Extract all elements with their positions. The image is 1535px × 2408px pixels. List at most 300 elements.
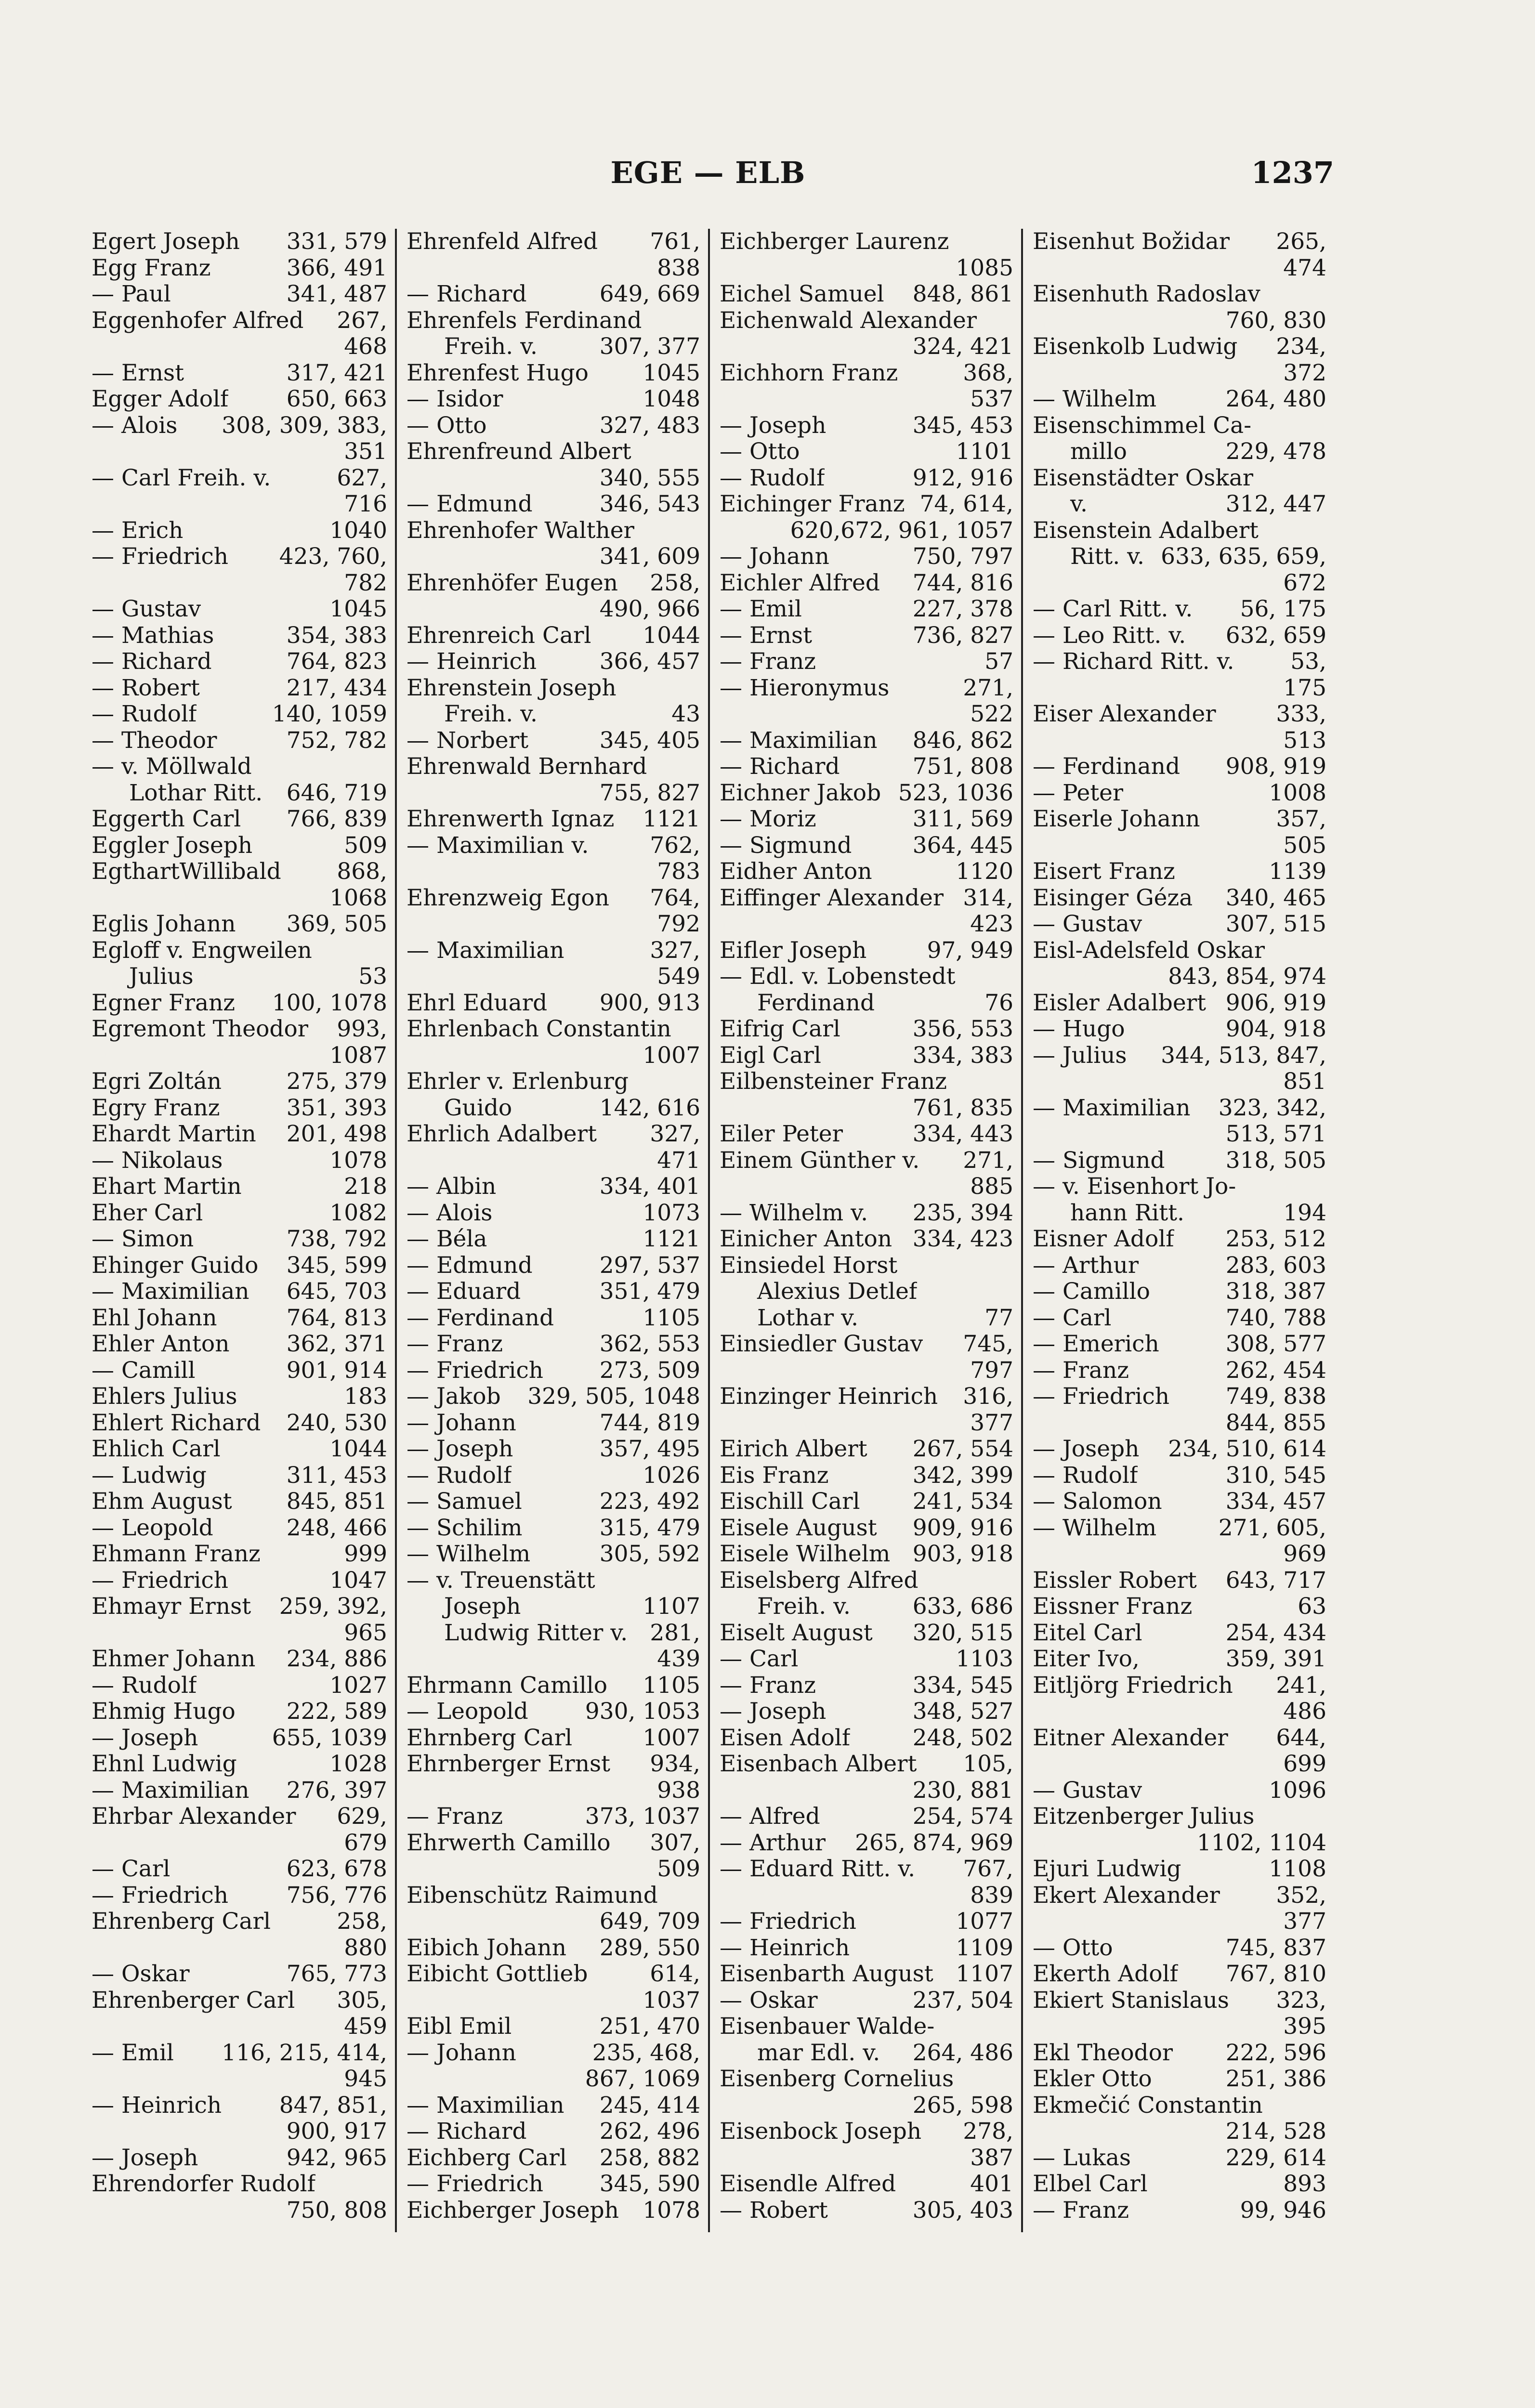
directory-entry xyxy=(1033,1279,1326,1305)
directory-entry xyxy=(92,2171,387,2198)
entry-continuation xyxy=(1033,1699,1326,1725)
entry-name: — Friedrich xyxy=(1033,1384,1170,1410)
entry-name: — Joseph xyxy=(720,1699,827,1725)
entry-page-refs: 750, 797 xyxy=(912,544,1013,570)
entry-page-refs: 345, 599 xyxy=(286,1252,387,1279)
entry-name: — Jakob xyxy=(407,1384,501,1410)
entry-name: — v. Eisenhort Jo- xyxy=(1033,1174,1236,1200)
directory-entry xyxy=(407,1095,700,1122)
directory-entry xyxy=(720,964,1013,990)
directory-entry xyxy=(1033,1515,1326,1542)
entry-page-refs: 761, 835 xyxy=(912,1095,1013,1121)
directory-entry xyxy=(92,1069,387,1095)
entry-name: — Ernst xyxy=(92,360,184,386)
entry-page-refs: 672 xyxy=(1283,570,1326,596)
entry-page-refs: 348, 527 xyxy=(912,1699,1013,1725)
entry-page-refs: 235, 468, xyxy=(592,2040,700,2066)
entry-page-refs: 423 xyxy=(970,911,1013,937)
directory-entry xyxy=(92,964,387,990)
entry-name: Ehmer Johann xyxy=(92,1646,256,1672)
directory-entry xyxy=(92,701,387,728)
directory-entry xyxy=(407,2171,700,2198)
directory-entry xyxy=(407,570,700,597)
directory-entry xyxy=(407,334,700,360)
directory-entry xyxy=(407,1121,700,1148)
entry-page-refs: 744, 816 xyxy=(912,570,1013,596)
entry-page-refs: 1047 xyxy=(329,1567,387,1594)
directory-entry xyxy=(92,413,387,439)
entry-page-refs: 308, 309, 383, xyxy=(222,412,387,439)
entry-name: — Paul xyxy=(92,281,171,307)
entry-name: Eisert Franz xyxy=(1033,859,1175,885)
entry-page-refs: 357, xyxy=(1276,806,1326,832)
column-4 xyxy=(1021,229,1334,2232)
directory-entry xyxy=(1033,1016,1326,1043)
directory-entry xyxy=(720,938,1013,964)
entry-page-refs: 749, 838 xyxy=(1225,1384,1326,1410)
entry-name: — Carl xyxy=(720,1646,799,1672)
entry-name: Lothar Ritt. xyxy=(129,780,263,806)
directory-entry xyxy=(92,465,387,492)
entry-page-refs: 1121 xyxy=(643,1226,700,1252)
entry-name: — Arthur xyxy=(1033,1252,1139,1279)
entry-name: Ehrwerth Camillo xyxy=(407,1830,611,1856)
entry-continuation xyxy=(92,1620,387,1647)
entry-name: Ekert Alexander xyxy=(1033,1882,1220,1909)
directory-entry xyxy=(720,1226,1013,1253)
entry-page-refs: 643, 717 xyxy=(1225,1567,1326,1594)
entry-page-refs xyxy=(1323,465,1326,492)
entry-page-refs: 372 xyxy=(1283,360,1326,386)
entry-name: — Eduard xyxy=(407,1279,521,1305)
entry-page-refs: 745, 837 xyxy=(1225,1935,1326,1961)
entry-page-refs: 1121 xyxy=(643,806,700,832)
entry-page-refs: 364, 445 xyxy=(912,832,1013,859)
entry-page-refs: 1027 xyxy=(329,1672,387,1699)
entry-name: — Samuel xyxy=(407,1489,522,1515)
directory-entry xyxy=(407,885,700,912)
entry-page-refs: 56, 175 xyxy=(1240,596,1326,622)
directory-entry xyxy=(407,1253,700,1279)
directory-entry xyxy=(720,833,1013,859)
entry-name: Eichinger Franz xyxy=(720,491,905,517)
directory-entry xyxy=(407,1410,700,1437)
directory-entry xyxy=(1033,544,1326,570)
entry-name: Ehrenfels Ferdinand xyxy=(407,307,642,334)
entry-name: Ehrler v. Erlenburg xyxy=(407,1069,629,1095)
directory-entry xyxy=(407,701,700,728)
entry-name: Egloff v. Engweilen xyxy=(92,937,312,964)
entry-name: Ehrmann Camillo xyxy=(407,1672,608,1699)
entry-name: Eiselt August xyxy=(720,1620,873,1646)
directory-entry xyxy=(720,1541,1013,1568)
entry-name: Eisenstein Adalbert xyxy=(1033,517,1259,544)
directory-entry xyxy=(1033,754,1326,780)
directory-entry xyxy=(720,229,1013,255)
entry-page-refs xyxy=(1010,1568,1013,1594)
entry-name: Eigl Carl xyxy=(720,1042,821,1069)
column-1 xyxy=(82,229,395,2232)
directory-entry xyxy=(1033,1725,1326,1752)
directory-entry xyxy=(92,1673,387,1699)
directory-entry xyxy=(1033,2093,1326,2119)
entry-name: — Gustav xyxy=(92,596,201,622)
entry-page-refs: 395 xyxy=(1283,2014,1326,2040)
entry-page-refs: 334, 545 xyxy=(912,1672,1013,1699)
entry-name: Ehrenwald Bernhard xyxy=(407,754,647,780)
entry-name: Eibich Johann xyxy=(407,1935,566,1961)
entry-name: Ehrenberg Carl xyxy=(92,1909,271,1935)
entry-name: — Oskar xyxy=(720,1987,818,2014)
entry-page-refs: 471 xyxy=(657,1147,700,1174)
entry-name: — Franz xyxy=(720,649,816,675)
directory-entry xyxy=(720,596,1013,623)
entry-page-refs: 629, xyxy=(337,1804,387,1830)
entry-name: Egert Joseph xyxy=(92,229,240,255)
entry-page-refs xyxy=(1323,1174,1326,1200)
entry-page-refs: 523, 1036 xyxy=(898,780,1013,806)
directory-entry xyxy=(407,1620,700,1647)
directory-entry xyxy=(407,281,700,308)
entry-name: v. xyxy=(1070,491,1088,517)
directory-entry xyxy=(407,990,700,1017)
entry-name: Lothar v. xyxy=(757,1305,859,1331)
entry-continuation xyxy=(407,1778,700,1804)
directory-entry xyxy=(407,1541,700,1568)
entry-page-refs: 329, 505, 1048 xyxy=(527,1384,700,1410)
directory-entry xyxy=(407,439,700,465)
entry-page-refs: 305, 403 xyxy=(912,2197,1013,2224)
entry-name: Eisen Adolf xyxy=(720,1725,851,1751)
directory-entry xyxy=(1033,1489,1326,1515)
entry-name: — Erich xyxy=(92,517,184,544)
entry-page-refs: 401 xyxy=(970,2171,1013,2197)
entry-page-refs: 327, xyxy=(650,1121,700,1147)
directory-entry xyxy=(1033,281,1326,308)
entry-name: — Isidor xyxy=(407,386,503,412)
entry-name: Freih. v. xyxy=(444,701,538,727)
entry-continuation xyxy=(720,911,1013,938)
entry-name: Eglis Johann xyxy=(92,911,236,937)
directory-entry xyxy=(407,308,700,334)
entry-name: — Hugo xyxy=(1033,1016,1125,1042)
directory-entry xyxy=(407,413,700,439)
entry-name: hann Ritt. xyxy=(1070,1200,1184,1226)
entry-continuation xyxy=(407,465,700,492)
entry-name: — Johann xyxy=(407,1410,516,1436)
page-number: 1237 xyxy=(1251,155,1334,190)
entry-name: Ehrenfreund Albert xyxy=(407,439,631,465)
directory-entry xyxy=(1033,334,1326,360)
entry-continuation xyxy=(1033,1121,1326,1148)
entry-page-refs: 845, 851 xyxy=(286,1489,387,1515)
entry-name: Ekler Otto xyxy=(1033,2066,1152,2092)
directory-entry xyxy=(1033,2198,1326,2224)
entry-page-refs: 345, 405 xyxy=(599,727,700,754)
entry-name: — Nikolaus xyxy=(92,1147,223,1174)
entry-name: — Ludwig xyxy=(92,1462,207,1489)
entry-page-refs: 77 xyxy=(984,1305,1013,1331)
entry-name: Egger Adolf xyxy=(92,386,229,412)
entry-name: Ehart Martin xyxy=(92,1174,242,1200)
entry-name: Eilbensteiner Franz xyxy=(720,1069,947,1095)
directory-entry xyxy=(1033,649,1326,675)
entry-page-refs: 999 xyxy=(344,1541,387,1567)
entry-page-refs: 1120 xyxy=(956,859,1013,885)
directory-entry xyxy=(720,1646,1013,1673)
entry-page-refs: 468 xyxy=(344,334,387,360)
entry-page-refs: 320, 515 xyxy=(912,1620,1013,1646)
directory-entry xyxy=(720,2171,1013,2198)
entry-name: — Camillo xyxy=(1033,1279,1150,1305)
entry-page-refs: 744, 819 xyxy=(599,1410,700,1436)
directory-entry xyxy=(407,229,700,255)
directory-entry xyxy=(720,1568,1013,1594)
directory-entry xyxy=(92,1148,387,1174)
entry-page-refs: 258, xyxy=(650,570,700,596)
entry-name: Ehrlenbach Constantin xyxy=(407,1016,671,1042)
entry-continuation xyxy=(407,911,700,938)
entry-page-refs: 340, 555 xyxy=(599,465,700,491)
entry-page-refs: 251, 386 xyxy=(1225,2066,1326,2092)
directory-entry xyxy=(720,1463,1013,1489)
entry-page-refs: 942, 965 xyxy=(286,2145,387,2171)
entry-page-refs: 100, 1078 xyxy=(272,990,387,1016)
entry-page-refs: 253, 512 xyxy=(1225,1226,1326,1252)
entry-page-refs xyxy=(383,754,387,780)
entry-name: Eggenhofer Alfred xyxy=(92,307,304,334)
entry-name: Eibl Emil xyxy=(407,2014,512,2040)
entry-continuation xyxy=(1033,308,1326,334)
entry-continuation xyxy=(92,1935,387,1962)
entry-page-refs: 762, xyxy=(650,832,700,859)
directory-entry xyxy=(92,1463,387,1489)
entry-page-refs: 289, 550 xyxy=(599,1935,700,1961)
entry-name: Ehrlich Adalbert xyxy=(407,1121,597,1147)
entry-page-refs: 356, 553 xyxy=(912,1016,1013,1042)
directory-entry xyxy=(407,1804,700,1830)
entry-name: Eisenhut Božidar xyxy=(1033,229,1230,255)
entry-page-refs: 254, 574 xyxy=(912,1804,1013,1830)
entry-name: — Maximilian xyxy=(92,1777,249,1804)
directory-entry xyxy=(720,1279,1013,1305)
directory-entry xyxy=(720,360,1013,387)
entry-page-refs: 222, 596 xyxy=(1225,2040,1326,2066)
entry-name: Eiselsberg Alfred xyxy=(720,1567,918,1594)
entry-continuation xyxy=(92,2198,387,2224)
entry-page-refs: 848, 861 xyxy=(912,281,1013,307)
directory-entry xyxy=(1033,780,1326,807)
directory-entry xyxy=(1033,1148,1326,1174)
entry-page-refs: 764, 813 xyxy=(286,1305,387,1331)
entry-page-refs: 934, xyxy=(650,1751,700,1777)
entry-page-refs: 345, 590 xyxy=(599,2171,700,2197)
entry-page-refs: 1077 xyxy=(956,1909,1013,1935)
entry-name: — Friedrich xyxy=(92,1882,229,1909)
entry-name: Eggerth Carl xyxy=(92,806,241,832)
entry-name: — Friedrich xyxy=(407,2171,544,2197)
entry-page-refs xyxy=(1010,308,1013,334)
entry-name: Ehmig Hugo xyxy=(92,1699,236,1725)
directory-entry xyxy=(407,1751,700,1778)
entry-page-refs: 214, 528 xyxy=(1225,2119,1326,2145)
entry-page-refs: 938 xyxy=(657,1777,700,1804)
entry-page-refs: 847, 851, xyxy=(279,2092,387,2119)
directory-entry xyxy=(720,308,1013,334)
entry-page-refs: 278, xyxy=(963,2119,1013,2145)
entry-name: — Otto xyxy=(1033,1935,1113,1961)
directory-entry xyxy=(407,1279,700,1305)
entry-page-refs: 1105 xyxy=(643,1305,700,1331)
directory-entry xyxy=(407,1673,700,1699)
directory-entry xyxy=(407,2093,700,2119)
entry-continuation xyxy=(1033,1830,1326,1857)
directory-entry xyxy=(407,1331,700,1358)
directory-entry xyxy=(92,518,387,544)
entry-name: — Heinrich xyxy=(720,1935,850,1961)
entry-page-refs: 745, xyxy=(963,1331,1013,1357)
entry-page-refs: 614, xyxy=(650,1961,700,1987)
entry-continuation xyxy=(720,518,1013,544)
entry-name: Egg Franz xyxy=(92,255,211,281)
directory-entry xyxy=(720,1673,1013,1699)
entry-page-refs xyxy=(1010,1253,1013,1279)
entry-page-refs: 783 xyxy=(657,859,700,885)
entry-page-refs: 764, 823 xyxy=(286,649,387,675)
entry-page-refs: 307, 515 xyxy=(1225,911,1326,937)
entry-continuation xyxy=(407,1909,700,1935)
entry-name: Ehrenfest Hugo xyxy=(407,360,589,386)
directory-entry xyxy=(92,1988,387,2014)
entry-page-refs: 1037 xyxy=(643,1987,700,2014)
directory-entry xyxy=(92,1358,387,1384)
entry-continuation xyxy=(720,1358,1013,1384)
directory-entry xyxy=(92,911,387,938)
directory-entry xyxy=(1033,1095,1326,1122)
entry-page-refs xyxy=(696,1568,700,1594)
entry-name: Ehlich Carl xyxy=(92,1436,221,1462)
entry-page-refs: 509 xyxy=(657,1856,700,1882)
directory-entry xyxy=(407,1016,700,1043)
entry-name: — Theodor xyxy=(92,727,217,754)
entry-name: — Robert xyxy=(720,2197,828,2224)
entry-name: — Schilim xyxy=(407,1515,523,1541)
entry-name: — Eduard Ritt. v. xyxy=(720,1856,916,1882)
entry-name: Freih. v. xyxy=(757,1594,851,1620)
entry-page-refs: 201, 498 xyxy=(286,1121,387,1147)
entry-page-refs: 505 xyxy=(1283,832,1326,859)
directory-entry xyxy=(92,938,387,964)
directory-entry xyxy=(92,1883,387,1909)
entry-name: Eggler Joseph xyxy=(92,832,253,859)
entry-name: Eisenstädter Oskar xyxy=(1033,465,1254,491)
entry-page-refs: 649, 709 xyxy=(599,1909,700,1935)
entry-page-refs: 140, 1059 xyxy=(272,701,387,727)
entry-name: — Wilhelm xyxy=(1033,386,1157,412)
entry-continuation xyxy=(407,859,700,885)
entry-name: Ehler Anton xyxy=(92,1331,230,1357)
entry-page-refs: 1107 xyxy=(956,1961,1013,1987)
directory-entry xyxy=(720,1830,1013,1857)
entry-page-refs: 930, 1053 xyxy=(585,1699,700,1725)
entry-page-refs: 900, 917 xyxy=(286,2119,387,2145)
directory-entry xyxy=(1033,1804,1326,1830)
entry-page-refs: 362, 553 xyxy=(599,1331,700,1357)
entry-name: — Joseph xyxy=(1033,1436,1140,1462)
entry-name: — Béla xyxy=(407,1226,487,1252)
running-head: EGE — ELB xyxy=(610,155,806,190)
directory-entry xyxy=(720,1043,1013,1069)
entry-page-refs: 308, 577 xyxy=(1225,1331,1326,1357)
directory-entry xyxy=(720,1489,1013,1515)
entry-page-refs: 258, xyxy=(337,1909,387,1935)
entry-name: Ehrenhofer Walther xyxy=(407,517,635,544)
directory-entry xyxy=(407,1358,700,1384)
directory-entry xyxy=(1033,911,1326,938)
entry-name: Eisenbock Joseph xyxy=(720,2119,922,2145)
entry-name: Julius xyxy=(129,964,194,990)
entry-page-refs: 258, 882 xyxy=(599,2145,700,2171)
directory-entry xyxy=(1033,1778,1326,1804)
entry-name: Eitzenberger Julius xyxy=(1033,1804,1255,1830)
entry-page-refs: 738, 792 xyxy=(286,1226,387,1252)
entry-page-refs: 969 xyxy=(1283,1541,1326,1567)
entry-continuation xyxy=(1033,728,1326,754)
entry-name: Egry Franz xyxy=(92,1095,220,1121)
entry-page-refs: 362, 371 xyxy=(286,1331,387,1357)
entry-page-refs: 368, xyxy=(963,360,1013,386)
entry-name: — Leo Ritt. v. xyxy=(1033,622,1186,649)
entry-page-refs: 716 xyxy=(344,491,387,517)
directory-entry xyxy=(92,386,387,413)
directory-entry xyxy=(407,728,700,754)
directory-entry xyxy=(407,1515,700,1542)
entry-page-refs: 1007 xyxy=(643,1725,700,1751)
directory-entry xyxy=(92,990,387,1017)
entry-name: — Friedrich xyxy=(92,544,229,570)
entry-name: Alexius Detlef xyxy=(757,1279,918,1305)
entry-page-refs: 513 xyxy=(1283,727,1326,754)
directory-entry xyxy=(720,780,1013,807)
entry-page-refs: 1045 xyxy=(329,596,387,622)
directory-entry xyxy=(92,2040,387,2067)
entry-continuation xyxy=(1033,1909,1326,1935)
directory-entry xyxy=(720,1961,1013,1988)
entry-name: — Joseph xyxy=(92,2145,198,2171)
entry-page-refs: 227, 378 xyxy=(912,596,1013,622)
directory-entry xyxy=(1033,885,1326,912)
entry-name: — Julius xyxy=(1033,1042,1127,1069)
entry-name: Ehrenberger Carl xyxy=(92,1987,295,2014)
entry-page-refs: 490, 966 xyxy=(599,596,700,622)
entry-page-refs: 323, 342, xyxy=(1218,1095,1326,1121)
entry-page-refs: 1045 xyxy=(643,360,700,386)
entry-page-refs: 310, 545 xyxy=(1225,1462,1326,1489)
entry-page-refs: 222, 589 xyxy=(286,1699,387,1725)
entry-continuation xyxy=(407,964,700,990)
entry-name: Eifrig Carl xyxy=(720,1016,840,1042)
entry-page-refs xyxy=(696,439,700,465)
directory-entry xyxy=(720,1331,1013,1358)
entry-name: Eiter Ivo, xyxy=(1033,1646,1140,1672)
entry-page-refs: 1073 xyxy=(643,1200,700,1226)
entry-continuation xyxy=(407,1988,700,2014)
entry-page-refs: 63 xyxy=(1298,1594,1326,1620)
entry-page-refs: 234, 886 xyxy=(286,1646,387,1672)
entry-page-refs: 359, 391 xyxy=(1225,1646,1326,1672)
entry-name: Ehmann Franz xyxy=(92,1541,261,1567)
entry-page-refs: 183 xyxy=(344,1384,387,1410)
